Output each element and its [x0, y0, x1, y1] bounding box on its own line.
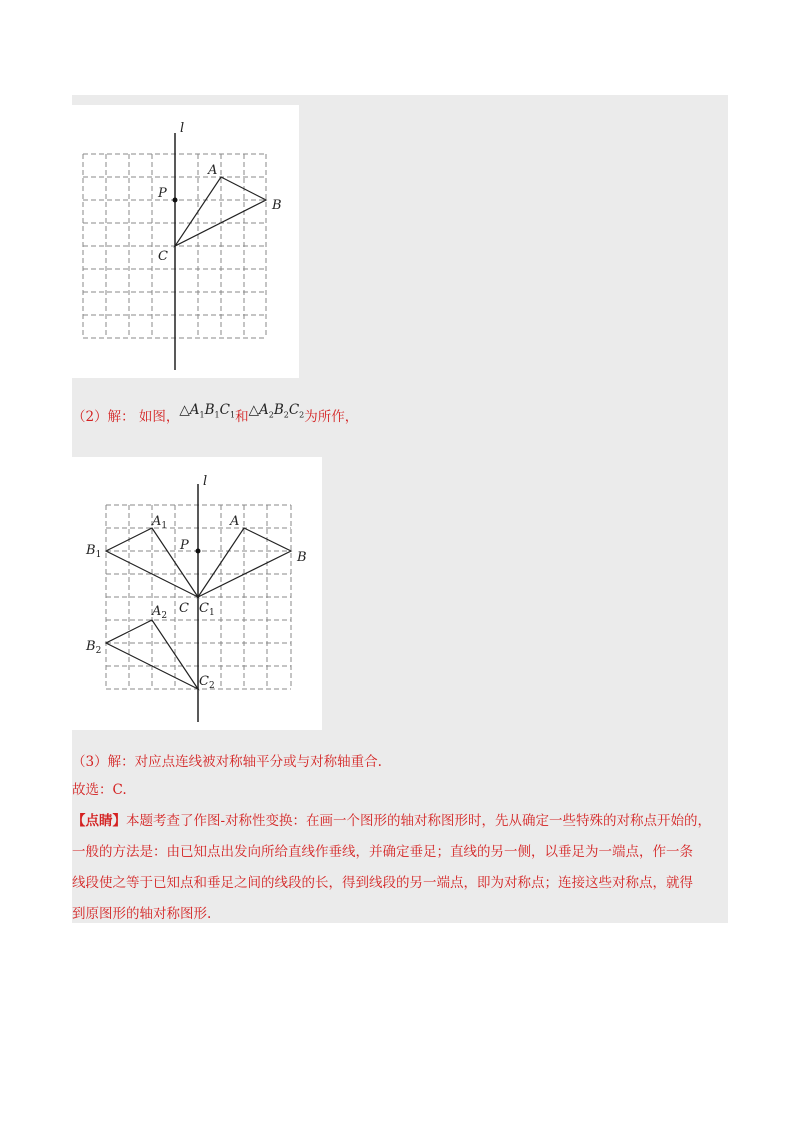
label-c-1: C [158, 249, 168, 264]
triangle-2-notation: $\triangle A_2B_2C_2$ [248, 402, 305, 420]
axis-label-2: l [203, 474, 208, 489]
label-p-2: P [180, 538, 189, 553]
label-c-2: C [179, 601, 189, 616]
figure-2-svg [72, 457, 322, 730]
comment-line-1 [72, 811, 711, 831]
label-a1: $A_1$ [152, 514, 168, 531]
part3-text: （3）解：对应点连线被对称轴平分或与对称轴重合. [72, 754, 382, 770]
point-p-2 [196, 549, 201, 554]
label-b2: $B_2$ [86, 639, 102, 656]
comment-line-4: 到原图形的轴对称图形. [72, 906, 212, 922]
label-b-2: B [297, 550, 307, 565]
part2-line [72, 402, 359, 433]
figure-1-svg [72, 105, 299, 378]
part2-suffix: 为所作， [304, 409, 359, 425]
figure-2 [72, 457, 322, 730]
label-c1: $C_1$ [199, 601, 215, 618]
label-b1: $B_1$ [86, 543, 102, 560]
comment-line-3: 线段使之等于已知点和垂足之间的线段的长，得到线段的另一端点，即为对称点；连接这些对称点，就得 [72, 875, 693, 891]
label-c2: $C_2$ [199, 674, 215, 691]
answer-text: 故选：C. [72, 782, 127, 798]
point-p-1 [173, 198, 178, 203]
label-a-1: A [208, 163, 218, 178]
triangle-1-notation: $\triangle A_1B_1C_1$ [179, 402, 236, 420]
axis-label-1: l [180, 121, 185, 136]
comment-tag: 【点睛】 [72, 813, 126, 829]
part2-prefix: （2）解： 如图， [72, 409, 180, 425]
comment-line-2: 一般的方法是：由已知点出发向所给直线作垂线，并确定垂足；直线的另一侧，以垂足为一端点，作一条 [72, 844, 693, 860]
label-p-1: P [158, 186, 167, 201]
label-a-2: A [230, 514, 240, 529]
triangle-a2b2c2 [106, 620, 198, 689]
part2-conj: 和 [235, 409, 249, 425]
figure-1 [72, 105, 299, 378]
comment-line-1-text: 本题考查了作图-对称性变换：在画一个图形的轴对称图形时，先从确定一些特殊的对称点开始的， [126, 813, 712, 829]
label-b-1: B [272, 198, 282, 213]
label-a2: $A_2$ [152, 604, 168, 621]
